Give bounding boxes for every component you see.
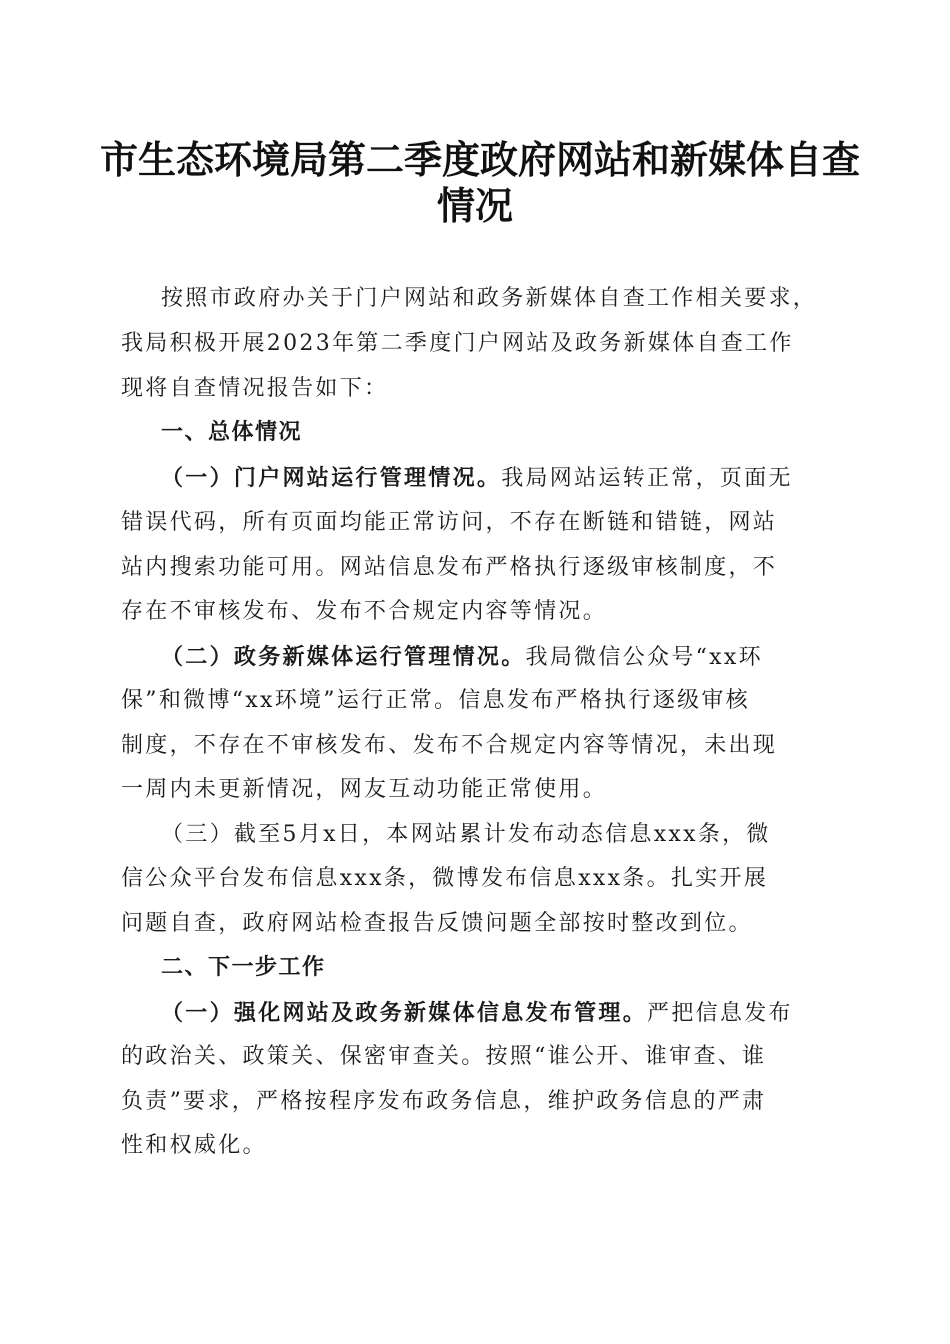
section-1-paragraph-3-line-2: 信公众平台发布信息xxx条，微博发布信息xxx条。扎实开展 bbox=[121, 866, 769, 891]
intro-line-3: 现将自查情况报告如下： bbox=[121, 376, 389, 401]
section-1-paragraph-1-line-2: 错误代码，所有页面均能正常访问，不存在断链和错链，网站 bbox=[121, 510, 778, 535]
section-1-paragraph-2-line-2: 保”和微博“xx环境”运行正常。信息发布严格执行逐级审核 bbox=[121, 688, 750, 713]
paragraph-text: 我局微信公众号“xx环 bbox=[525, 645, 763, 670]
section-1-paragraph-2-line-3: 制度，不存在不审核发布、发布不合规定内容等情况，未出现 bbox=[121, 733, 778, 758]
section-2-paragraph-1-line-3: 负责”要求，严格按程序发布政务信息，维护政务信息的严肃 bbox=[121, 1089, 767, 1114]
section-2-paragraph-1-line-1 bbox=[161, 998, 793, 1029]
section-2-paragraph-1-line-2: 的政治关、政策关、保密审查关。按照“谁公开、谁审查、谁 bbox=[121, 1044, 767, 1069]
paragraph-lead: （二）政务新媒体运行管理情况。 bbox=[161, 644, 526, 670]
paragraph-text: 我局网站运转正常，页面无 bbox=[501, 466, 793, 491]
paragraph-lead: （一）门户网站运行管理情况。 bbox=[161, 465, 502, 491]
intro-line-2: 我局积极开展2023年第二季度门户网站及政务新媒体自查工作 bbox=[121, 331, 794, 356]
intro-line-1: 按照市政府办关于门户网站和政务新媒体自查工作相关要求， bbox=[161, 286, 818, 311]
section-1-paragraph-1-line-3: 站内搜索功能可用。网站信息发布严格执行逐级审核制度，不 bbox=[121, 555, 778, 580]
section-2-heading: 二、下一步工作 bbox=[161, 955, 326, 980]
document-title-line-2: 情况 bbox=[436, 183, 513, 228]
section-1-paragraph-3-line-1: （三）截至5月x日，本网站累计发布动态信息xxx条，微 bbox=[161, 822, 771, 847]
section-2-paragraph-1-line-4: 性和权威化。 bbox=[121, 1133, 267, 1158]
paragraph-lead: （一）强化网站及政务新媒体信息发布管理。 bbox=[161, 1000, 648, 1026]
section-1-paragraph-1-line-4: 存在不审核发布、发布不合规定内容等情况。 bbox=[121, 599, 608, 624]
section-1-heading: 一、总体情况 bbox=[161, 420, 303, 445]
section-1-paragraph-2-line-4: 一周内未更新情况，网友互动功能正常使用。 bbox=[121, 777, 608, 802]
document-title-line-1: 市生态环境局第二季度政府网站和新媒体自查 bbox=[100, 137, 861, 182]
section-1-paragraph-3-line-3: 问题自查，政府网站检查报告反馈问题全部按时整改到位。 bbox=[121, 911, 753, 936]
section-1-paragraph-2-line-1 bbox=[161, 642, 763, 673]
section-1-paragraph-1-line-1 bbox=[161, 463, 793, 494]
paragraph-text: 严把信息发布 bbox=[647, 1001, 793, 1026]
